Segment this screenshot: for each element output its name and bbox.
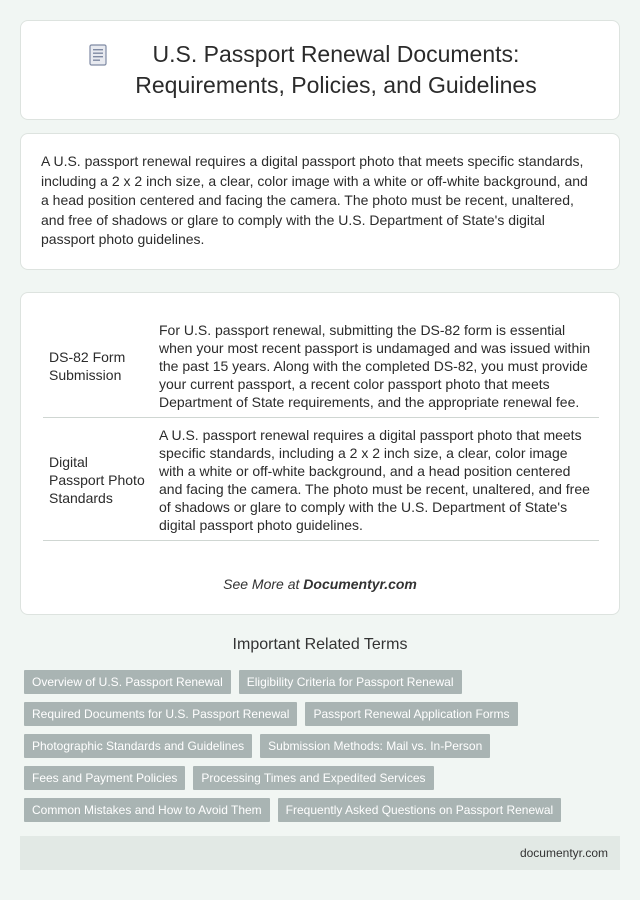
intro-paragraph: A U.S. passport renewal requires a digital passport photo that meets specific standards, including a 2 x 2 inch size, a clear, color image with a white or off-white background, and a head position centered and facing the camera. The photo must be recent, unaltered, and free of shadows or glare to comply with the U.S. Department of State's digital passport photo guidelines.: [41, 153, 588, 247]
tag-row: [24, 798, 624, 822]
title-row: [89, 39, 551, 101]
related-tag[interactable]: Processing Times and Expedited Services: [193, 766, 433, 790]
footer: [20, 836, 620, 870]
related-tag[interactable]: Overview of U.S. Passport Renewal: [24, 670, 231, 694]
description-cell: A U.S. passport renewal requires a digital passport photo that meets specific standards, including a 2 x 2 inch size, a clear, color image with a white or off-white background, and a head position centered and facing the camera. The photo must be recent, unaltered, and free of shadows or glare to comply with the U.S. Department of State's digital passport photo guidelines.: [153, 418, 599, 541]
terms-table: [43, 317, 599, 541]
title-card: [20, 20, 620, 120]
document-icon: [89, 44, 107, 66]
term-cell: DS-82 Form Submission: [43, 317, 153, 418]
related-tag[interactable]: Common Mistakes and How to Avoid Them: [24, 798, 270, 822]
related-tag[interactable]: Submission Methods: Mail vs. In-Person: [260, 734, 490, 758]
table-row: [43, 418, 599, 541]
related-tag[interactable]: Frequently Asked Questions on Passport Renewal: [278, 798, 561, 822]
related-tag[interactable]: Photographic Standards and Guidelines: [24, 734, 252, 758]
related-terms-heading: Important Related Terms: [232, 636, 408, 653]
related-tag[interactable]: Passport Renewal Application Forms: [305, 702, 517, 726]
related-tag[interactable]: Required Documents for U.S. Passport Renewal: [24, 702, 297, 726]
related-tag[interactable]: Eligibility Criteria for Passport Renewal: [239, 670, 462, 694]
intro-card: [20, 133, 620, 270]
description-cell: For U.S. passport renewal, submitting the DS-82 form is essential when your most recent passport is undamaged and was issued within the past 15 years. Along with the completed DS-82, you must provide your current passport, a recent color passport photo that meets Department of State requirements, and the appropriate renewal fee.: [153, 317, 599, 418]
footer-site-link[interactable]: documentyr.com: [519, 846, 608, 860]
see-more-prefix: See More at: [223, 576, 304, 592]
related-tags: [24, 670, 624, 830]
term-cell: Digital Passport Photo Standards: [43, 418, 153, 541]
see-more-site: Documentyr.com: [303, 576, 417, 592]
tag-row: [24, 702, 624, 726]
tag-row: [24, 670, 624, 694]
table-row: [43, 317, 599, 418]
related-tag[interactable]: Fees and Payment Policies: [24, 766, 185, 790]
see-more-link[interactable]: [21, 576, 619, 592]
page-title: U.S. Passport Renewal Documents: Requirements, Policies, and Guidelines: [135, 41, 537, 98]
tag-row: [24, 766, 624, 790]
tag-row: [24, 734, 624, 758]
terms-table-card: [20, 292, 620, 615]
